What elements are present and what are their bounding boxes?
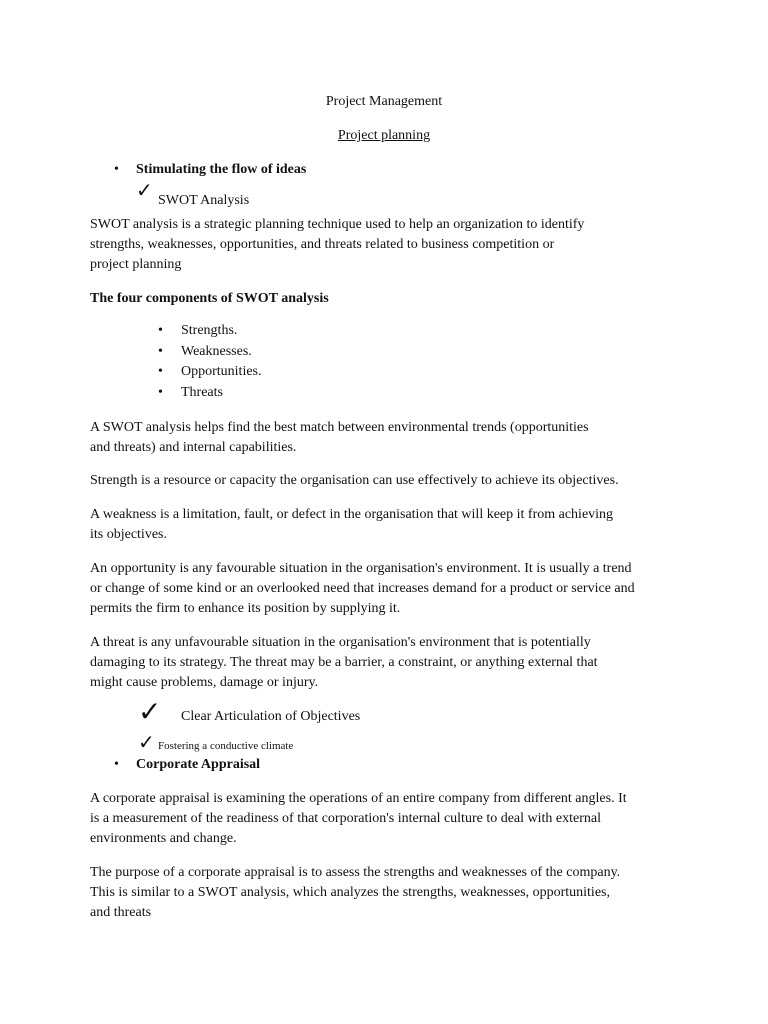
components-heading: The four components of SWOT analysis — [90, 291, 329, 306]
text-line: A threat is any unfavourable situation in the organisation's environment that is potentially — [90, 635, 591, 650]
list-item — [158, 383, 458, 404]
page-subtitle: Project planning — [337, 128, 431, 143]
bullet-marker: • — [158, 323, 163, 338]
text-line: is a measurement of the readiness of that corporation's internal culture to deal with external — [90, 811, 602, 826]
paragraph-threat — [90, 633, 690, 693]
text-line: SWOT analysis is a strategic planning technique used to help an organization to identify — [90, 217, 585, 232]
check-item-climate: Fostering a conductive climate — [158, 740, 294, 752]
text-line: A corporate appraisal is examining the operations of an entire company from different angles. It — [90, 791, 627, 806]
bullet-marker: • — [114, 757, 119, 772]
text-line: permits the firm to enhance its position by supplying it. — [90, 601, 401, 616]
text-line: environments and change. — [90, 831, 237, 846]
list-item-label: Strengths. — [181, 323, 238, 338]
list-item — [158, 342, 458, 363]
check-icon: ✓ — [138, 695, 162, 728]
text-line: An opportunity is any favourable situation in the organisation's environment. It is usually a trend — [90, 561, 632, 576]
list-item — [158, 321, 458, 342]
text-line: Strength is a resource or capacity the organisation can use effectively to achieve its objectives. — [90, 473, 619, 488]
bullet-marker: • — [114, 162, 119, 177]
bullet-marker: • — [158, 343, 163, 359]
text-line: its objectives. — [90, 527, 167, 542]
paragraph-weakness — [90, 505, 690, 545]
text-line: damaging to its strategy. The threat may be a barrier, a constraint, or anything external that — [90, 655, 598, 670]
text-line: and threats) and internal capabilities. — [90, 440, 297, 455]
paragraph-appraisal-definition — [90, 789, 690, 849]
list-item — [158, 362, 458, 383]
page-title: Project Management — [325, 94, 443, 109]
check-item-swot: SWOT Analysis — [158, 193, 250, 208]
list-item-label: Opportunities. — [181, 364, 262, 379]
text-line: strengths, weaknesses, opportunities, and threats related to business competition or — [90, 237, 555, 252]
section-heading-appraisal: Corporate Appraisal — [136, 757, 261, 772]
text-line: and threats — [90, 905, 152, 920]
check-icon: ✓ — [136, 178, 153, 202]
check-icon: ✓ — [138, 730, 155, 754]
text-line: The purpose of a corporate appraisal is to assess the strengths and weaknesses of the company. — [90, 865, 621, 880]
swot-intro-paragraph — [90, 215, 690, 275]
paragraph-swot-match — [90, 418, 690, 458]
text-line: project planning — [90, 257, 182, 272]
list-item-label: Weaknesses. — [181, 343, 252, 359]
check-item-objectives: Clear Articulation of Objectives — [181, 709, 361, 724]
section-heading-ideas: Stimulating the flow of ideas — [136, 162, 307, 177]
paragraph-strength — [90, 471, 690, 491]
components-list — [158, 321, 458, 403]
bullet-marker: • — [158, 364, 163, 379]
text-line: A SWOT analysis helps find the best match between environmental trends (opportunities — [90, 420, 589, 435]
paragraph-appraisal-purpose — [90, 863, 690, 923]
list-item-label: Threats — [181, 384, 223, 400]
text-line: or change of some kind or an overlooked need that increases demand for a product or service and — [90, 581, 635, 596]
text-line: A weakness is a limitation, fault, or defect in the organisation that will keep it from achieving — [90, 507, 614, 522]
bullet-marker: • — [158, 384, 163, 400]
text-line: might cause problems, damage or injury. — [90, 675, 319, 690]
text-line: This is similar to a SWOT analysis, which analyzes the strengths, weaknesses, opportunities, — [90, 885, 610, 900]
paragraph-opportunity — [90, 559, 690, 619]
